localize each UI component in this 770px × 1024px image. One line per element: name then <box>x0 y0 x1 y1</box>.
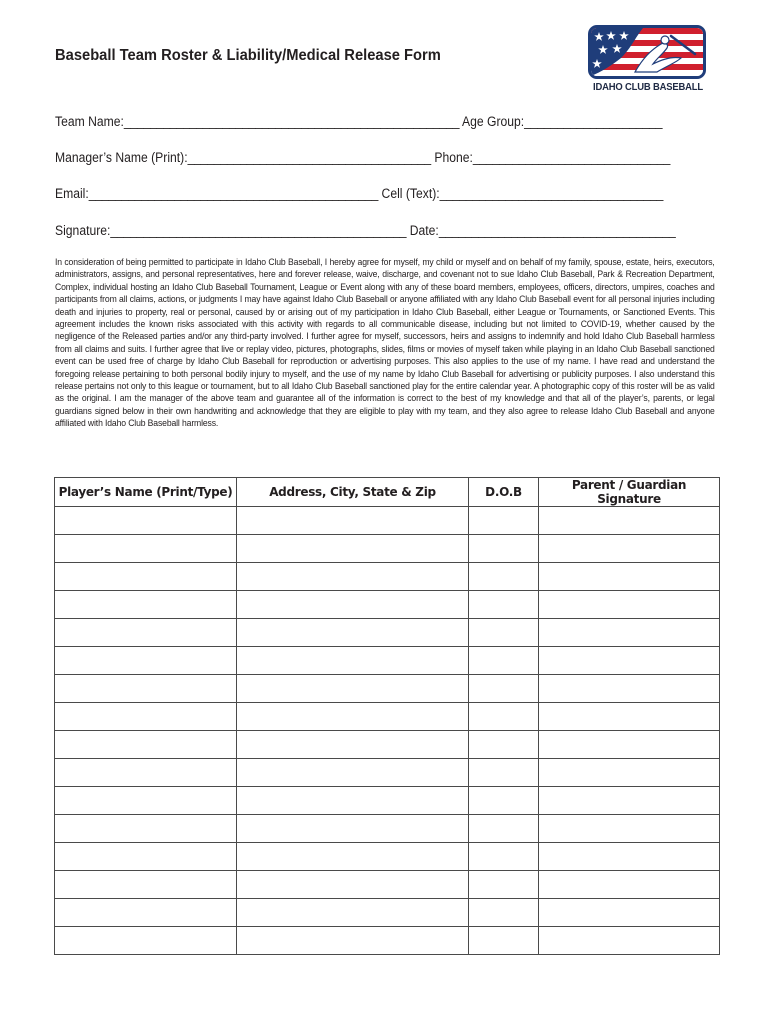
player-name-cell[interactable] <box>55 619 237 647</box>
date-field[interactable] <box>410 223 676 238</box>
age-group-field[interactable] <box>462 114 662 129</box>
table-row <box>55 703 720 731</box>
address-cell[interactable] <box>237 535 469 563</box>
dob-cell[interactable] <box>469 899 539 927</box>
manager-name-field[interactable] <box>55 150 434 165</box>
guardian-signature-cell[interactable] <box>539 647 720 675</box>
guardian-signature-cell[interactable] <box>539 899 720 927</box>
guardian-signature-cell[interactable] <box>539 675 720 703</box>
player-name-cell[interactable] <box>55 815 237 843</box>
player-name-cell[interactable] <box>55 535 237 563</box>
email-line: ____________________________________________ <box>88 186 379 201</box>
column-header-player-name: Player’s Name (Print/Type) <box>55 478 237 507</box>
manager-name-line: _____________________________________ <box>187 150 431 165</box>
column-header-dob: D.O.B <box>469 478 539 507</box>
table-row <box>55 731 720 759</box>
cell-line: __________________________________ <box>439 186 664 201</box>
dob-cell[interactable] <box>469 927 539 955</box>
table-row <box>55 535 720 563</box>
table-row <box>55 647 720 675</box>
signature-field[interactable] <box>55 223 410 238</box>
table-row <box>55 675 720 703</box>
dob-cell[interactable] <box>469 563 539 591</box>
idaho-club-baseball-logo <box>586 24 710 96</box>
player-name-cell[interactable] <box>55 507 237 535</box>
team-name-line: ___________________________________________________ <box>123 114 460 129</box>
table-row <box>55 563 720 591</box>
dob-cell[interactable] <box>469 843 539 871</box>
release-paragraph: In consideration of being permitted to participate in Idaho Club Baseball, I hereby agree for myself, my child or myself and on behalf of my family, spouse, estate, heirs, executors, administrators, assigns, and personal representatives, here and forever release, waive, discharge, and covenant not to sue Idaho Club Baseball, Park & Recreation Department, Complex, individual hosting an Idaho Club Baseball Tournament, League or Event along with any of these board members, employees, officers, directors, umpires, coaches and participants from all claims, actions, or judgments I may have against Idaho Club Baseball or anyone affiliated with any Idaho Club Baseball event for all personal injuries including death and injuries to property, real or personal, caused by or arising out of my participation in Idaho Club Baseball, either League or Tournaments, or Sanctioned Events. This agreement includes the known risks associated with this activity with regards to all communicable disease, including but not limited to COVID-19, whether caused by the negligence of the Released parties and/or any third-party involved. I further agree for myself, successors, heirs and assigns to indemnify and hold Idaho Club Baseball harmless from all claims and suits. I further agree that live or replay video, pictures, photographs, slides, films or movies of myself taken while playing in an Idaho Club Baseball sanctioned event can be used free of charge by Idaho Club Baseball for reproduction or advertising purposes. This also applies to the use of my name. I have read and understand the foregoing release pertaining to both personal bodily injury to myself, and the use of my name by Idaho Club Baseball for advertising or publicity purposes. I also understand this release pertains not only to this league or tournament, but to all Idaho Club Baseball sanctioned play for the entire calendar year. A photographic copy of this roster will be as valid as the original. I am the manager of the above team and guarantee all of the information is correct to the best of my knowledge and that all of the player’s, parents, or legal guardians signed below in their own handwriting and acknowledge that they are eligible to play with my team, and they also agree to release Idaho Club Baseball and anyone affiliated with Idaho Club Baseball harmless. <box>55 257 715 430</box>
team-name-field[interactable] <box>55 114 462 129</box>
team-name-label: Team Name: <box>55 114 124 129</box>
guardian-signature-cell[interactable] <box>539 535 720 563</box>
manager-name-label: Manager’s Name (Print): <box>55 150 188 165</box>
table-row <box>55 871 720 899</box>
address-cell[interactable] <box>237 591 469 619</box>
dob-cell[interactable] <box>469 675 539 703</box>
player-name-cell[interactable] <box>55 563 237 591</box>
manager-row <box>55 150 670 165</box>
address-cell[interactable] <box>237 927 469 955</box>
phone-field[interactable] <box>434 150 670 165</box>
dob-cell[interactable] <box>469 703 539 731</box>
address-cell[interactable] <box>237 759 469 787</box>
address-cell[interactable] <box>237 787 469 815</box>
player-name-cell[interactable] <box>55 927 237 955</box>
guardian-signature-cell[interactable] <box>539 591 720 619</box>
guardian-signature-cell[interactable] <box>539 507 720 535</box>
table-row <box>55 591 720 619</box>
guardian-signature-cell[interactable] <box>539 759 720 787</box>
table-row <box>55 759 720 787</box>
player-name-cell[interactable] <box>55 787 237 815</box>
cell-label: Cell (Text): <box>381 186 440 201</box>
guardian-signature-cell[interactable] <box>539 787 720 815</box>
date-line: ____________________________________ <box>438 223 676 238</box>
address-cell[interactable] <box>237 815 469 843</box>
address-cell[interactable] <box>237 675 469 703</box>
table-row <box>55 787 720 815</box>
guardian-signature-cell[interactable] <box>539 563 720 591</box>
logo-wordmark: IDAHO CLUB BASEBALL <box>593 81 703 93</box>
guardian-signature-cell[interactable] <box>539 927 720 955</box>
dob-cell[interactable] <box>469 507 539 535</box>
date-label: Date: <box>409 223 439 238</box>
dob-cell[interactable] <box>469 619 539 647</box>
address-cell[interactable] <box>237 563 469 591</box>
player-name-cell[interactable] <box>55 591 237 619</box>
signature-label: Signature: <box>55 223 111 238</box>
player-name-cell[interactable] <box>55 871 237 899</box>
column-header-address: Address, City, State & Zip <box>237 478 469 507</box>
address-cell[interactable] <box>237 619 469 647</box>
dob-cell[interactable] <box>469 731 539 759</box>
guardian-signature-cell[interactable] <box>539 843 720 871</box>
contact-row <box>55 186 663 201</box>
signature-line: _____________________________________________ <box>110 223 407 238</box>
address-cell[interactable] <box>237 647 469 675</box>
address-cell[interactable] <box>237 899 469 927</box>
address-cell[interactable] <box>237 507 469 535</box>
dob-cell[interactable] <box>469 787 539 815</box>
dob-cell[interactable] <box>469 647 539 675</box>
dob-cell[interactable] <box>469 815 539 843</box>
dob-cell[interactable] <box>469 591 539 619</box>
table-row <box>55 619 720 647</box>
table-row <box>55 843 720 871</box>
address-cell[interactable] <box>237 703 469 731</box>
flag-emblem-icon <box>588 25 706 79</box>
age-group-line: _____________________ <box>524 114 663 129</box>
guardian-signature-cell[interactable] <box>539 731 720 759</box>
dob-cell[interactable] <box>469 871 539 899</box>
player-name-cell[interactable] <box>55 703 237 731</box>
player-name-cell[interactable] <box>55 759 237 787</box>
player-name-cell[interactable] <box>55 843 237 871</box>
roster-header-row <box>55 478 720 507</box>
table-row <box>55 815 720 843</box>
guardian-signature-cell[interactable] <box>539 871 720 899</box>
guardian-signature-cell[interactable] <box>539 703 720 731</box>
table-row <box>55 507 720 535</box>
address-cell[interactable] <box>237 843 469 871</box>
player-name-cell[interactable] <box>55 647 237 675</box>
player-name-cell[interactable] <box>55 899 237 927</box>
guardian-signature-cell[interactable] <box>539 815 720 843</box>
dob-cell[interactable] <box>469 759 539 787</box>
roster-table <box>54 477 720 955</box>
column-header-guardian-signature: Parent / Guardian Signature <box>539 478 720 507</box>
player-name-cell[interactable] <box>55 675 237 703</box>
age-group-label: Age Group: <box>462 114 525 129</box>
form-title: Baseball Team Roster & Liability/Medical Release Form <box>55 47 441 64</box>
table-row <box>55 899 720 927</box>
roster-body <box>55 507 720 955</box>
address-cell[interactable] <box>237 731 469 759</box>
phone-label: Phone: <box>434 150 473 165</box>
address-cell[interactable] <box>237 871 469 899</box>
phone-line: ______________________________ <box>472 150 671 165</box>
guardian-signature-cell[interactable] <box>539 619 720 647</box>
player-name-cell[interactable] <box>55 731 237 759</box>
cell-field[interactable] <box>382 186 664 201</box>
table-row <box>55 927 720 955</box>
email-label: Email: <box>55 186 89 201</box>
email-field[interactable] <box>55 186 382 201</box>
signature-row <box>55 223 676 238</box>
dob-cell[interactable] <box>469 535 539 563</box>
team-row <box>55 114 662 129</box>
